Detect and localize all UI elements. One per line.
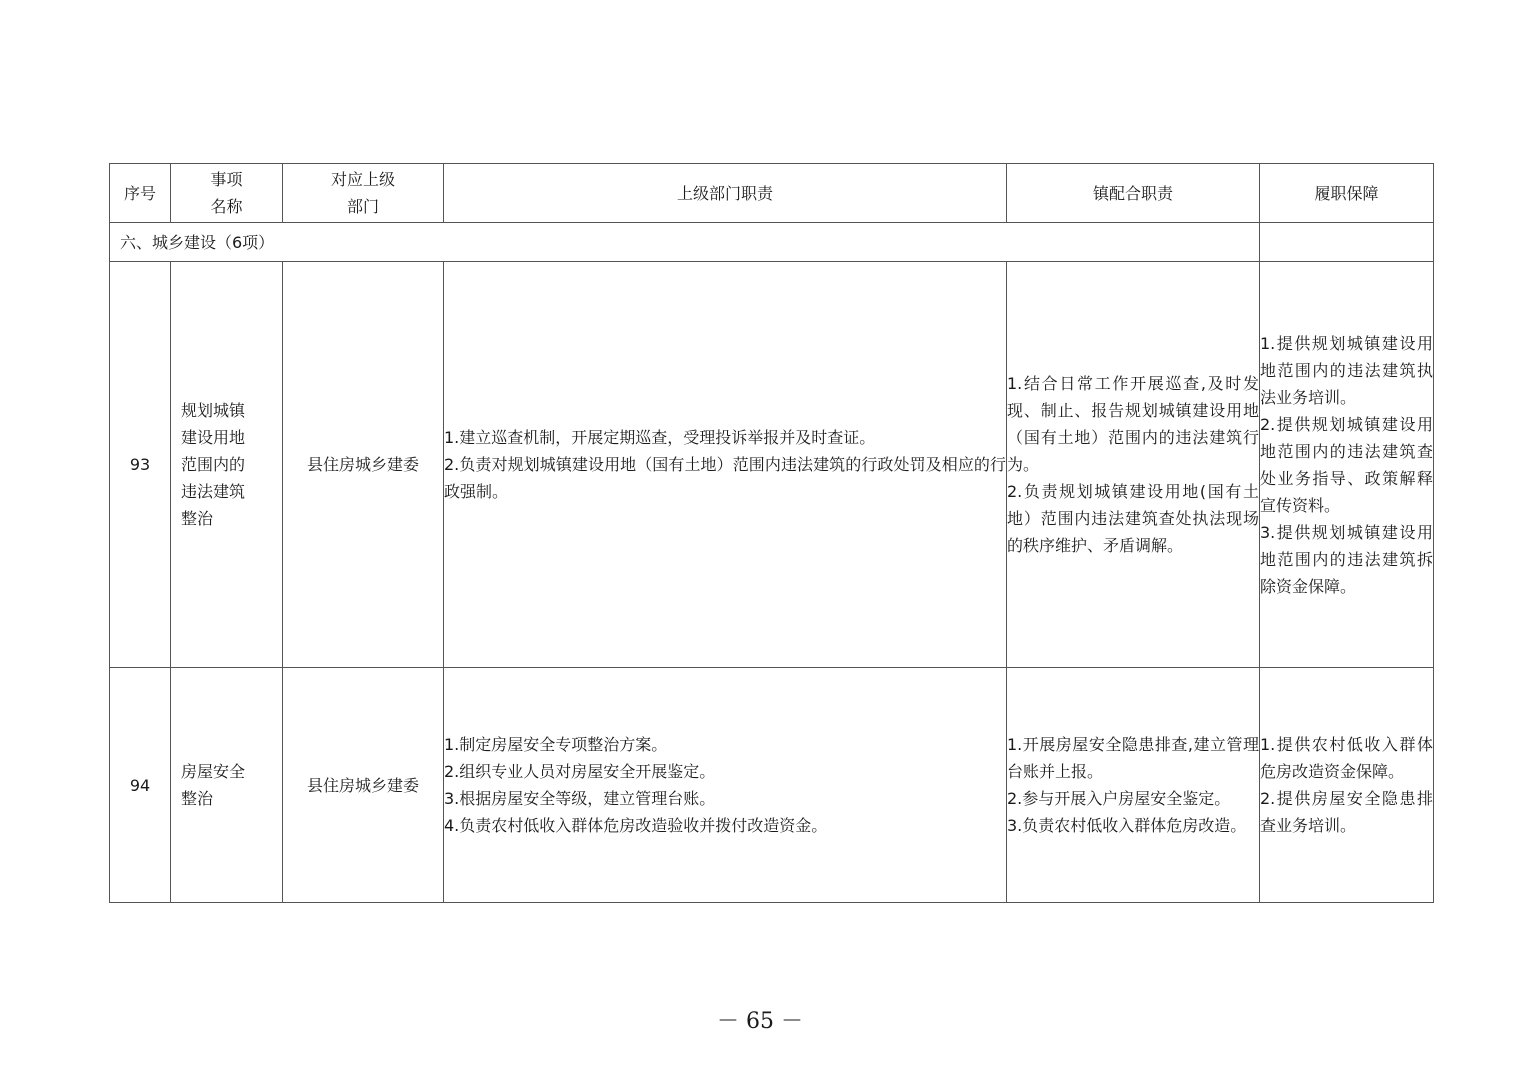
- upper-duty-item: 3.根据房屋安全等级，建立管理台账。: [444, 789, 716, 808]
- row-seq: 93: [110, 262, 171, 668]
- header-upper-duty: 上级部门职责: [444, 164, 1007, 223]
- row-dept: 县住房城乡建委: [283, 668, 444, 903]
- item-name-line: 整治: [181, 789, 214, 808]
- row-dept: 县住房城乡建委: [283, 262, 444, 668]
- row-town-duty: [1007, 262, 1260, 668]
- page-number: － 65 －: [717, 1009, 803, 1034]
- town-duty-item: 2.负责规划城镇建设用地(国有土地）范围内违法建筑查处执法现场的秩序维护、矛盾调解。: [1007, 482, 1259, 555]
- header-upper-dept: [283, 164, 444, 223]
- header-row: [110, 164, 1434, 223]
- table-row: [110, 668, 1434, 903]
- guarantee-item: 2.提供规划城镇建设用地范围内的违法建筑查处业务指导、政策解释宣传资料。: [1260, 414, 1433, 515]
- header-upper-dept-line2: 部门: [346, 197, 379, 216]
- header-seq: 序号: [110, 164, 171, 223]
- upper-duty-item: 2.负责对规划城镇建设用地（国有土地）范围内违法建筑的行政处罚及相应的行政强制。: [444, 455, 1006, 501]
- upper-duty-item: 4.负责农村低收入群体危房改造验收并拨付改造资金。: [444, 816, 828, 835]
- item-name-line: 房屋安全: [181, 762, 246, 781]
- guarantee-item: 1.提供规划城镇建设用地范围内的违法建筑执法业务培训。: [1260, 333, 1433, 407]
- item-name-line: 范围内的: [181, 455, 246, 474]
- upper-duty-item: 1.建立巡查机制，开展定期巡查，受理投诉举报并及时查证。: [444, 428, 876, 447]
- duty-table: [109, 163, 1434, 903]
- header-guarantee: 履职保障: [1260, 164, 1434, 223]
- row-guarantee: [1260, 262, 1434, 668]
- guarantee-item: 3.提供规划城镇建设用地范围内的违法建筑拆除资金保障。: [1260, 522, 1433, 596]
- item-name-line: 违法建筑: [181, 482, 246, 501]
- upper-duty-item: 2.组织专业人员对房屋安全开展鉴定。: [444, 762, 716, 781]
- section-row: [110, 223, 1434, 262]
- town-duty-item: 1.结合日常工作开展巡查,及时发现、制止、报告规划城镇建设用地（国有土地）范围内的违法建筑行为。: [1007, 374, 1259, 474]
- town-duty-item: 2.参与开展入户房屋安全鉴定。: [1007, 789, 1231, 808]
- header-upper-dept-line1: 对应上级: [330, 170, 395, 189]
- upper-duty-item: 1.制定房屋安全专项整治方案。: [444, 735, 668, 754]
- item-name-line: 建设用地: [181, 428, 246, 447]
- header-item-name-line1: 事项: [210, 170, 243, 189]
- town-duty-item: 3.负责农村低收入群体危房改造。: [1007, 816, 1247, 835]
- row-upper-duty: [444, 668, 1007, 903]
- item-name-line: 规划城镇: [181, 401, 246, 420]
- section-empty-cell: [1260, 223, 1434, 262]
- header-item-name-line2: 名称: [210, 197, 243, 216]
- town-duty-item: 1.开展房屋安全隐患排查,建立管理台账并上报。: [1007, 735, 1259, 781]
- row-town-duty: [1007, 668, 1260, 903]
- row-upper-duty: [444, 262, 1007, 668]
- guarantee-item: 2.提供房屋安全隐患排查业务培训。: [1260, 789, 1433, 835]
- row-item-name: [171, 668, 283, 903]
- item-name-line: 整治: [181, 509, 214, 528]
- row-seq: 94: [110, 668, 171, 903]
- header-town-duty: 镇配合职责: [1007, 164, 1260, 223]
- guarantee-item: 1.提供农村低收入群体危房改造资金保障。: [1260, 735, 1433, 781]
- row-item-name: [171, 262, 283, 668]
- row-guarantee: [1260, 668, 1434, 903]
- header-item-name: [171, 164, 283, 223]
- table-row: [110, 262, 1434, 668]
- section-title: 六、城乡建设（6项）: [110, 223, 1260, 262]
